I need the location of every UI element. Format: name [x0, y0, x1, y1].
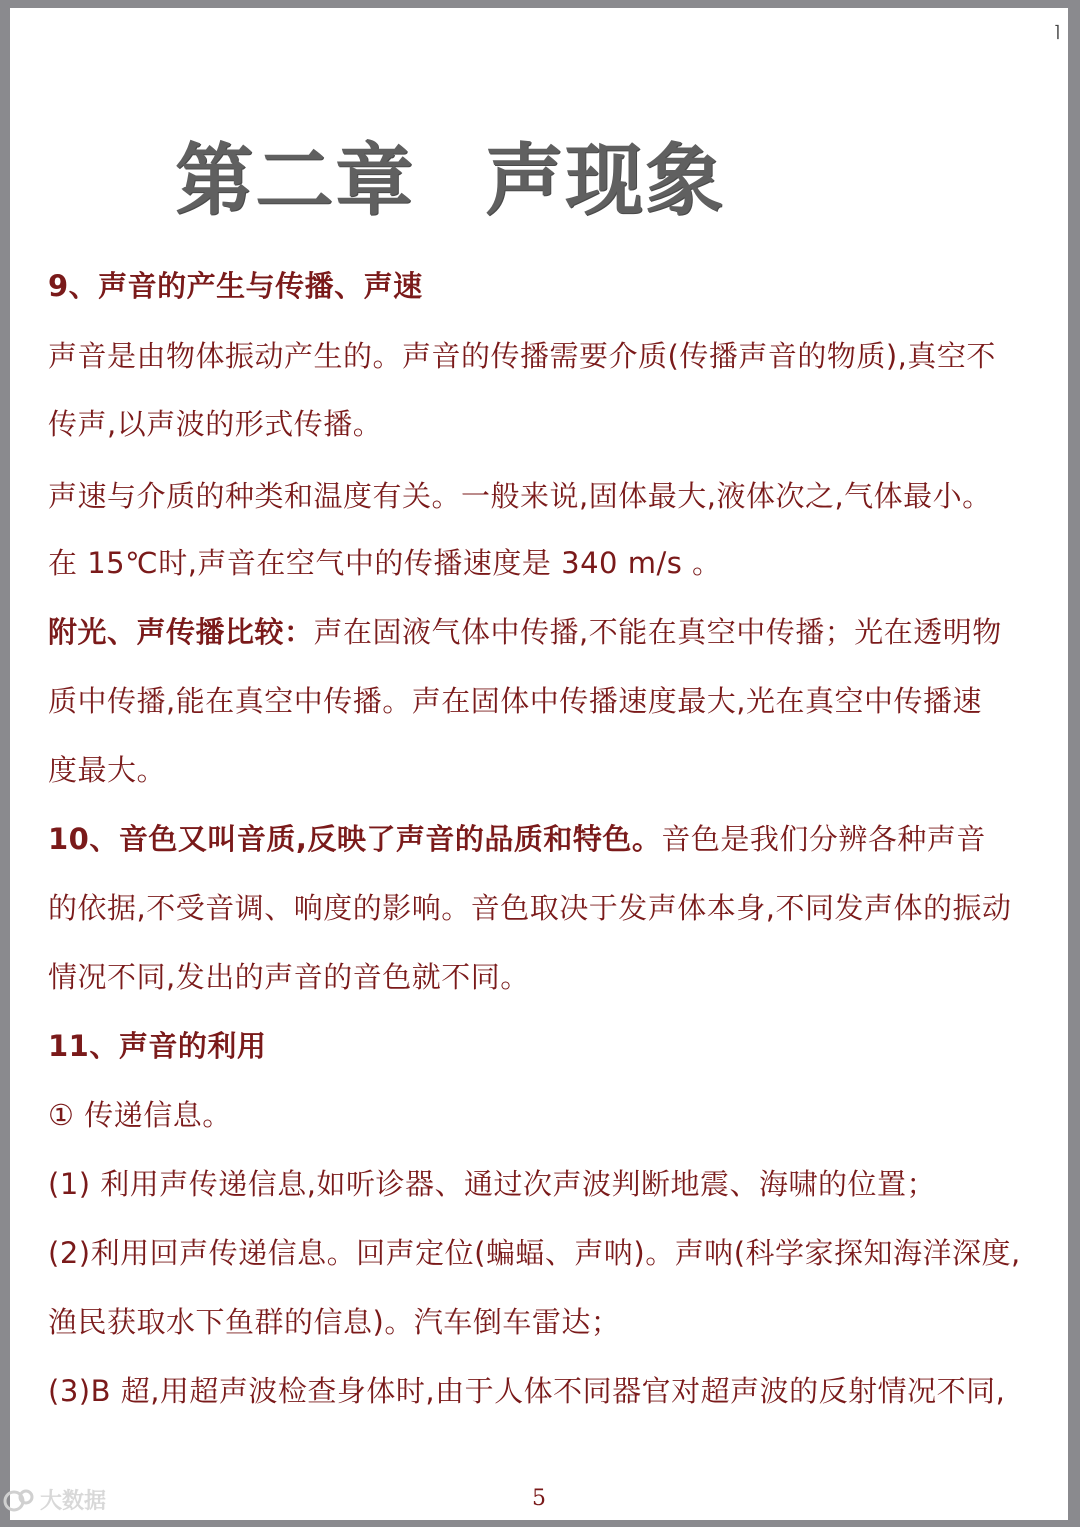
paragraph-line: 的依据,不受音调、响度的影响。音色取决于发声体本身,不同发声体的振动: [48, 891, 1012, 925]
paragraph-line: ① 传递信息。: [48, 1098, 232, 1132]
paragraph-line: (3)B 超,用超声波检查身体时,由于人体不同器官对超声波的反射情况不同,: [48, 1374, 1006, 1408]
chapter-number: 第二章: [175, 136, 416, 226]
paragraph-line: 质中传播,能在真空中传播。声在固体中传播速度最大,光在真空中传播速: [48, 684, 982, 718]
page-number: 5: [532, 1486, 546, 1511]
paragraph-line: 度最大。: [48, 753, 167, 787]
corner-mark: ⌉: [1053, 22, 1060, 41]
paragraph-line: 声速与介质的种类和温度有关。一般来说,固体最大,液体次之,气体最小。: [48, 479, 992, 513]
document-page: [10, 8, 1068, 1520]
section-heading-11: 11、声音的利用: [48, 1029, 267, 1063]
paragraph-line: (2)利用回声传递信息。回声定位(蝙蝠、声呐)。声呐(科学家探知海洋深度,: [48, 1236, 1021, 1270]
section-heading-10: 10、音色又叫音质,反映了声音的品质和特色。: [48, 822, 662, 856]
line-text: 声在固液气体中传播,不能在真空中传播；光在透明物: [313, 615, 1002, 649]
paragraph-line: [48, 612, 1002, 652]
weibo-icon: [2, 1488, 36, 1512]
section-heading-9: 9、声音的产生与传播、声速: [48, 269, 423, 303]
paragraph-line: (1) 利用声传递信息,如听诊器、通过次声波判断地震、海啸的位置；: [48, 1167, 937, 1201]
paragraph-line: [48, 819, 986, 859]
watermark-text: 大数据: [40, 1489, 107, 1514]
paragraph-line: 渔民获取水下鱼群的信息)。汽车倒车雷达；: [48, 1305, 621, 1339]
paragraph-line: 情况不同,发出的声音的音色就不同。: [48, 960, 530, 994]
chapter-name: 声现象: [485, 136, 726, 226]
paragraph-line: 传声,以声波的形式传播。: [48, 407, 383, 441]
watermark: [2, 1484, 106, 1515]
chapter-title: [175, 118, 725, 230]
paragraph-line: 声音是由物体振动产生的。声音的传播需要介质(传播声音的物质),真空不: [48, 339, 996, 373]
bold-label: 附光、声传播比较：: [48, 615, 314, 649]
paragraph-line: 在 15℃时,声音在空气中的传播速度是 340 m/s 。: [48, 546, 722, 580]
line-text: 音色是我们分辨各种声音: [661, 822, 986, 856]
